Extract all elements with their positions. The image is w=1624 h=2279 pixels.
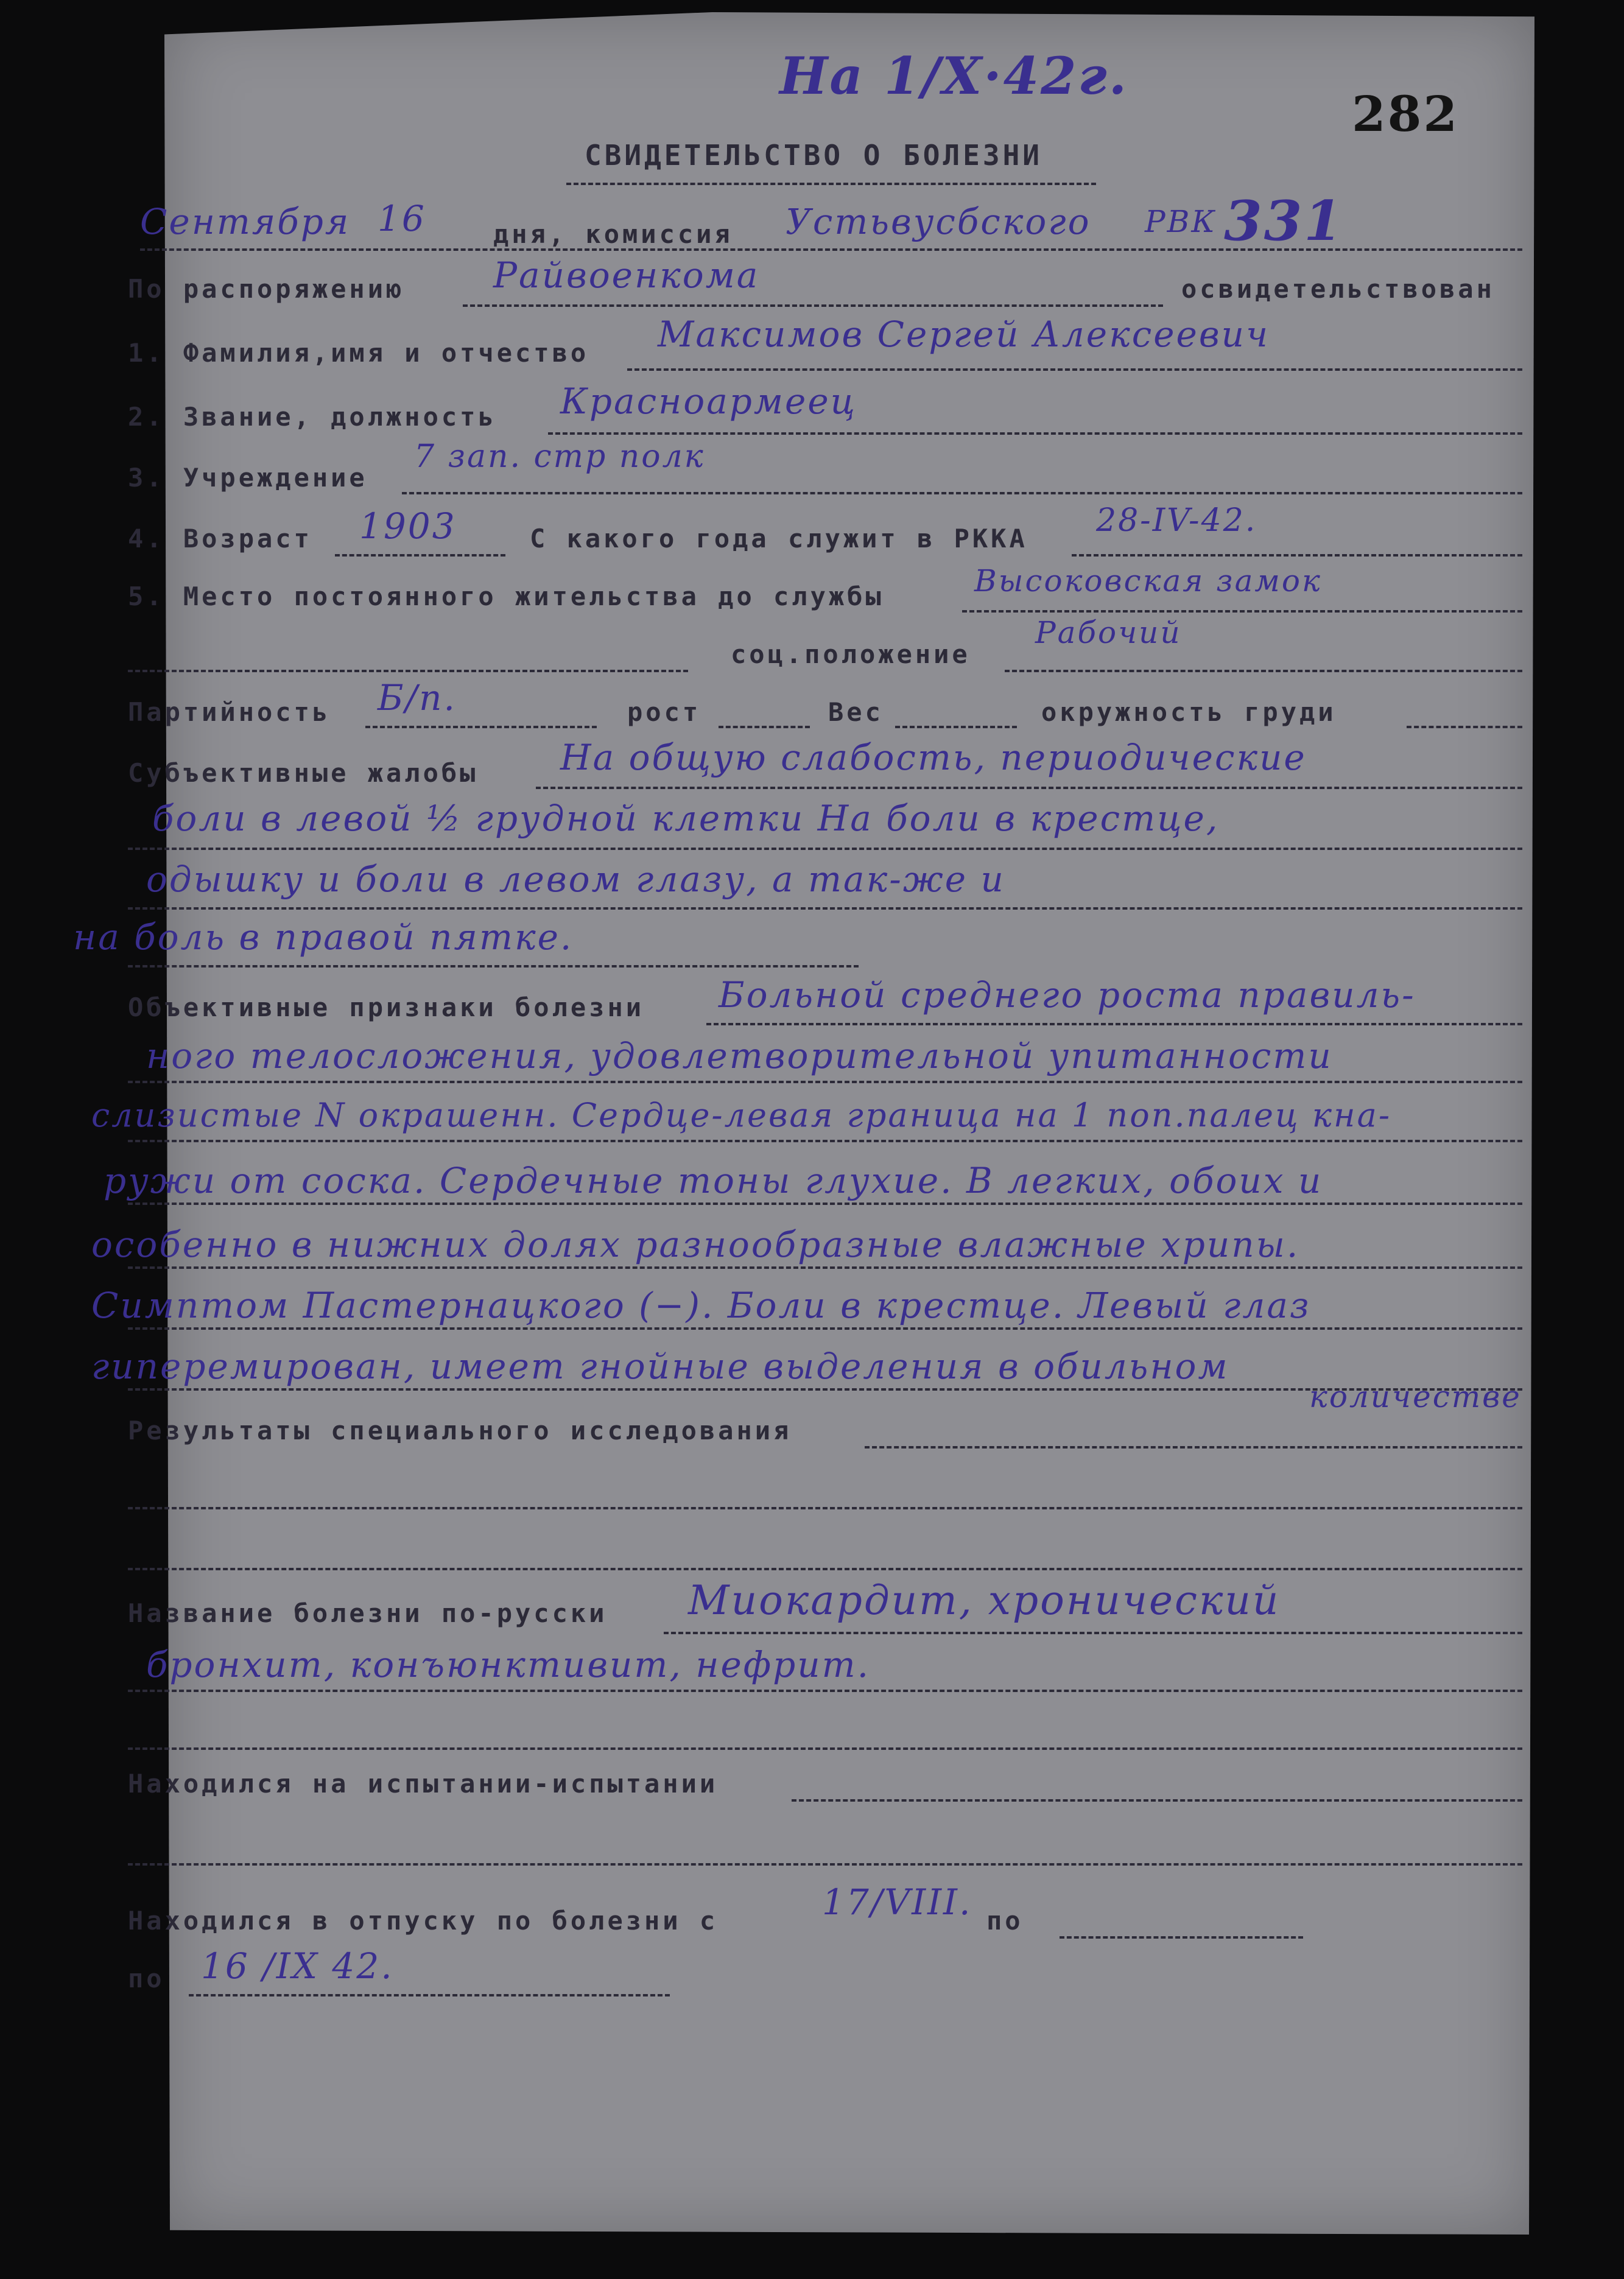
leave-from: 17/VIII.: [822, 1881, 972, 1923]
order-label: По распоряжению: [128, 274, 405, 304]
page-title: СВИДЕТЕЛЬСТВО О БОЛЕЗНИ: [585, 139, 1042, 172]
complaints-line-3: одышку и боли в левом глазу, а так-же и: [146, 859, 1005, 900]
date-day: 16: [378, 198, 426, 239]
weight-label: Вес: [828, 697, 884, 727]
objective-dash-6: [128, 1327, 1522, 1330]
party-value: Б/п.: [378, 677, 457, 718]
objective-dash-3: [128, 1140, 1522, 1142]
social-dash: [1005, 670, 1522, 672]
name-dash: [627, 368, 1522, 371]
residence-dash-2: [128, 670, 688, 672]
observation-dash-2: [128, 1863, 1522, 1866]
rvk-number: 331: [1224, 189, 1344, 253]
leave-until-dash: [189, 1994, 670, 1996]
rvk-label: РВК: [1145, 204, 1217, 239]
party-label: Партийность: [128, 697, 331, 727]
leave-label: Находился в отпуску по болезни с: [128, 1906, 719, 1936]
height-dash: [719, 726, 810, 728]
unit-dash: [402, 492, 1522, 494]
age-label: 4. Возраст: [128, 524, 312, 553]
objective-line-2: ного телосложения, удовлетворительной упитанности: [146, 1035, 1333, 1076]
complaints-line-2: боли в левой ½ грудной клетки На боли в крестце,: [152, 798, 1220, 839]
leave-until-label: по: [128, 1964, 165, 1993]
objective-line-4: ружи от соска. Сердечные тоны глухие. В легких, обоих и: [104, 1160, 1323, 1201]
objective-line-3: слизистые N окрашенн. Сердце-левая граница на 1 поп.палец кна-: [91, 1096, 1392, 1134]
order-dash: [463, 304, 1163, 307]
complaints-dash-2: [128, 848, 1522, 850]
complaints-dash-4: [128, 965, 859, 967]
rank-value: Красноармеец: [560, 381, 857, 422]
complaints-line-1: На общую слабость, периодические: [560, 737, 1307, 778]
objective-line-8: количестве: [1309, 1379, 1522, 1414]
leave-until: 16 /IX 42.: [201, 1945, 394, 1987]
diagnosis-label: Название болезни по-русски: [128, 1598, 608, 1628]
diagnosis-line-2: бронхит, конъюнктивит, нефрит.: [146, 1644, 871, 1685]
residence-value: Высоковская замок: [974, 563, 1322, 599]
rank-dash: [548, 432, 1522, 435]
commission-name: Устьвусбского: [786, 201, 1091, 242]
leave-dash: [1060, 1936, 1303, 1939]
complaints-label: Субъективные жалобы: [128, 758, 479, 788]
order-value: Райвоенкома: [493, 255, 760, 296]
chest-label: окружность груди: [1041, 697, 1337, 727]
age-value: 1903: [359, 505, 457, 547]
complaints-dash-1: [536, 787, 1522, 789]
observation-label: Находился на испытании-испытании: [128, 1769, 719, 1799]
objective-dash-4: [128, 1203, 1522, 1205]
objective-line-5: особенно в нижних долях разнообразные влажные хрипы.: [91, 1224, 1300, 1265]
day-label: дня, комиссия: [493, 219, 733, 249]
complaints-dash-3: [128, 907, 1522, 910]
social-label: соц.положение: [731, 639, 971, 669]
residence-label: 5. Место постоянного жительства до службы: [128, 581, 884, 611]
rank-label: 2. Звание, должность: [128, 402, 497, 432]
objective-dash-1: [706, 1023, 1522, 1025]
title-underline: [566, 183, 1096, 185]
objective-line-1: Больной среднего роста правиль-: [719, 974, 1416, 1016]
order-suffix: освидетельствован: [1181, 274, 1495, 304]
name-value: Максимов Сергей Алексеевич: [658, 314, 1270, 355]
weight-dash: [895, 726, 1017, 728]
diagnosis-dash-3: [128, 1747, 1522, 1750]
special-dash-1: [865, 1446, 1522, 1449]
social-value: Рабочий: [1035, 615, 1182, 650]
complaints-line-4: на боль в правой пятке.: [73, 916, 574, 958]
objective-line-7: гиперемирован, имеет гнойные выделения в обильном: [91, 1346, 1229, 1387]
header-dash: [140, 248, 1522, 251]
special-label: Результаты специального исследования: [128, 1416, 792, 1445]
unit-value: 7 зап. стр полк: [414, 438, 705, 475]
special-dash-3: [128, 1568, 1522, 1570]
diagnosis-dash-2: [128, 1690, 1522, 1692]
age-dash: [335, 554, 505, 557]
height-label: рост: [627, 697, 701, 727]
service-value: 28-IV-42.: [1096, 502, 1257, 539]
objective-line-6: Симптом Пастернацкого (−). Боли в крестце. Левый глаз: [91, 1285, 1311, 1326]
date-month: Сентября: [140, 201, 351, 242]
objective-label: Объективные признаки болезни: [128, 992, 645, 1022]
objective-dash-2: [128, 1081, 1522, 1083]
residence-dash: [962, 610, 1522, 613]
name-label: 1. Фамилия,имя и отчество: [128, 338, 589, 368]
party-dash: [365, 726, 597, 728]
diagnosis-line-1: Миокардит, хронический: [688, 1577, 1281, 1624]
special-dash-2: [128, 1507, 1522, 1509]
chest-dash: [1407, 726, 1522, 728]
objective-dash-5: [128, 1266, 1522, 1269]
leave-to-label: по: [986, 1906, 1024, 1936]
unit-label: 3. Учреждение: [128, 463, 368, 493]
page-number: 282: [1352, 85, 1459, 142]
diagnosis-dash-1: [664, 1632, 1522, 1634]
service-dash: [1072, 554, 1522, 557]
observation-dash-1: [792, 1799, 1522, 1802]
service-label: С какого года служит в РККА: [530, 524, 1028, 553]
margin-note: На 1/X·42г.: [779, 46, 1128, 106]
